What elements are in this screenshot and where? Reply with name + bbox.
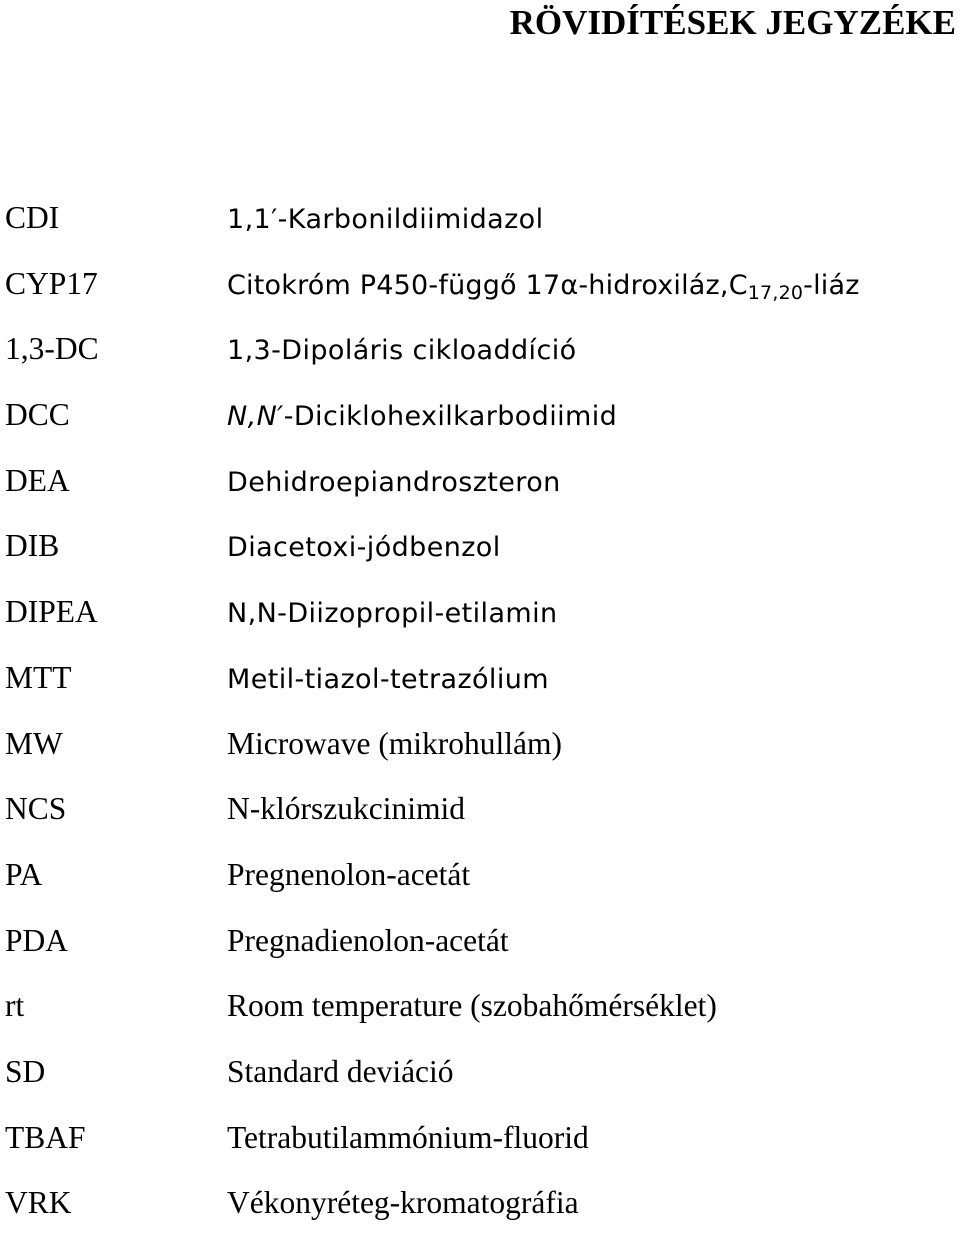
abbreviation-row-pda	[5, 916, 955, 982]
abbreviation-term: DEA	[5, 462, 70, 498]
abbreviation-definition: N,N-Diizopropil-etilamin	[227, 598, 558, 630]
abbreviation-row-1-3-dc	[5, 324, 955, 390]
abbreviation-term: rt	[5, 988, 25, 1024]
abbreviation-definition: Room temperature (szobahőmérséklet)	[227, 988, 717, 1024]
abbreviation-term: CDI	[5, 200, 60, 235]
abbreviation-row-mtt	[5, 653, 955, 719]
abbreviation-definition: Diacetoxi-jódbenzol	[227, 532, 501, 564]
abbreviation-term: NCS	[5, 791, 67, 827]
abbreviation-row-cdi	[5, 193, 955, 259]
abbreviation-row-tbaf	[5, 1113, 955, 1179]
abbreviation-definition: Pregnenolon-acetát	[227, 856, 471, 892]
abbreviation-term: TBAF	[5, 1119, 86, 1155]
abbreviation-definition: 1,3-Dipoláris cikloaddíció	[227, 335, 577, 367]
abbreviation-term: PDA	[5, 922, 69, 958]
abbreviation-row-dipea	[5, 587, 955, 653]
abbreviation-term: PA	[5, 856, 43, 892]
abbreviation-definition: N-klórszukcinimid	[227, 791, 465, 827]
abbreviation-definition: Metil-tiazol-tetrazólium	[227, 663, 549, 695]
abbreviation-row-cyp17	[5, 259, 955, 325]
abbreviation-row-ncs	[5, 784, 955, 850]
abbreviation-term: DIPEA	[5, 594, 98, 630]
abbreviation-definition: 1,1′-Karbonildiimidazol	[227, 204, 544, 235]
abbreviation-row-mw	[5, 719, 955, 785]
abbreviation-term: SD	[5, 1053, 46, 1089]
abbreviation-term: DCC	[5, 397, 70, 433]
abbreviation-list	[5, 193, 955, 1244]
abbreviation-definition: Dehidroepiandroszteron	[227, 466, 561, 498]
abbreviation-term: VRK	[5, 1185, 72, 1221]
abbreviation-row-pa	[5, 850, 955, 916]
abbreviation-row-sd	[5, 1047, 955, 1113]
abbreviation-term: 1,3-DC	[5, 331, 99, 367]
abbreviation-row-dib	[5, 521, 955, 587]
definition-text: -Diciklohexilkarbodiimid	[283, 401, 618, 433]
abbreviation-row-dcc	[5, 390, 955, 456]
abbreviation-definition: Standard deviáció	[227, 1053, 454, 1089]
abbreviation-row-dea	[5, 456, 955, 522]
abbreviation-row-rt	[5, 981, 955, 1047]
definition-text: Citokróm P450-függő 17α-hidroxiláz,C	[227, 269, 748, 301]
abbreviation-term: CYP17	[5, 265, 98, 301]
abbreviation-term: DIB	[5, 528, 60, 564]
abbreviation-definition: Vékonyréteg-kromatográfia	[227, 1185, 579, 1221]
abbreviation-term: MW	[5, 725, 63, 761]
definition-italic-prefix: N,N′	[227, 401, 284, 433]
abbreviation-definition: Microwave (mikrohullám)	[227, 725, 563, 761]
abbreviation-row-vrk	[5, 1178, 955, 1244]
abbreviation-definition: Pregnadienolon-acetát	[227, 922, 509, 958]
definition-subscript: 17,20	[747, 281, 804, 304]
abbreviation-definition	[227, 392, 955, 442]
abbreviation-definition	[227, 261, 955, 318]
page-title: RÖVIDÍTÉSEK JEGYZÉKE	[509, 3, 956, 42]
definition-text-end: -liáz	[803, 269, 860, 301]
abbreviation-definition: Tetrabutilammónium-fluorid	[227, 1119, 589, 1155]
abbreviation-term: MTT	[5, 659, 72, 695]
